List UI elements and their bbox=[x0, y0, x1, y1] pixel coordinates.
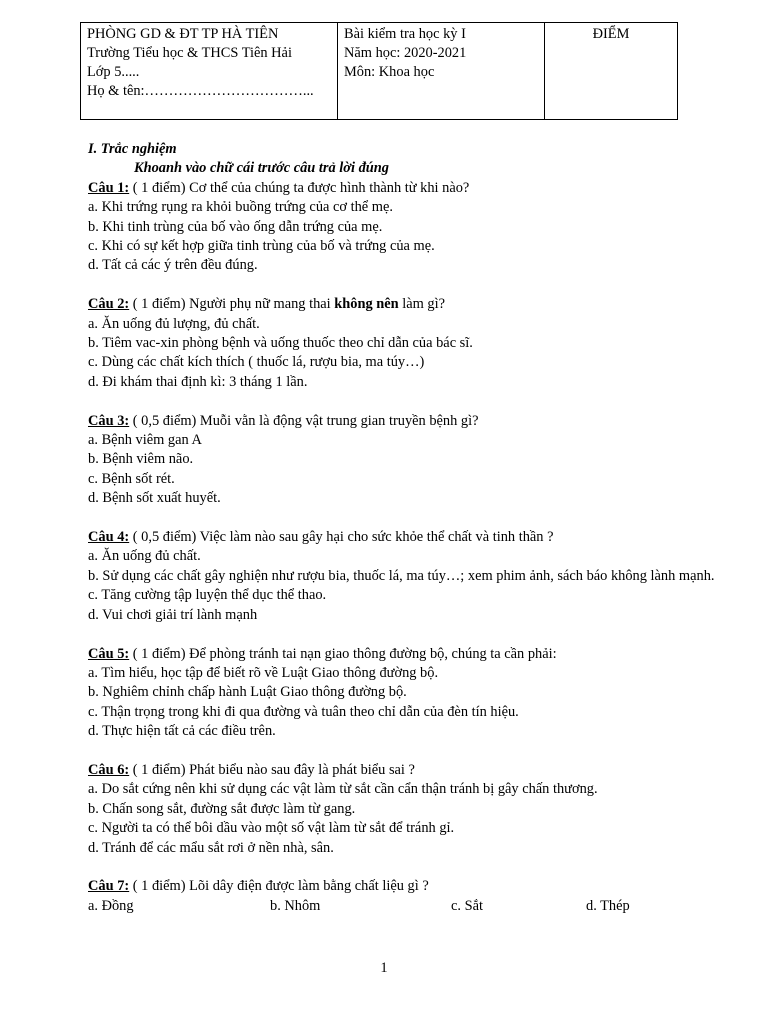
department-name: PHÒNG GD & ĐT TP HÀ TIÊN bbox=[87, 26, 279, 42]
question-text: ( 1 điểm) Phát biểu nào sau đây là phát biểu sai ? bbox=[129, 761, 415, 778]
question-text: ( 0,5 điểm) Muỗi vằn là động vật trung gian truyền bệnh gì? bbox=[129, 412, 479, 429]
option-a: a. Đồng bbox=[88, 897, 134, 914]
option-b: b. Khi tinh trùng của bố vào ống dẫn trứng của mẹ. bbox=[88, 218, 383, 235]
header-table bbox=[80, 22, 678, 120]
option-c: c. Sắt bbox=[451, 897, 483, 914]
school-info-cell bbox=[81, 23, 338, 120]
option-d: d. Bệnh sốt xuất huyết. bbox=[88, 490, 221, 507]
question-label: Câu 5: bbox=[88, 645, 130, 662]
option-b: b. Tiêm vac-xin phòng bệnh và uống thuốc theo chỉ dẫn của bác sĩ. bbox=[88, 335, 473, 352]
student-name-field: Họ & tên:……………………………... bbox=[87, 83, 314, 99]
question-6 bbox=[88, 761, 718, 858]
option-b: b. Nghiêm chỉnh chấp hành Luật Giao thông đường bộ. bbox=[88, 684, 407, 701]
question-emphasis: không nên bbox=[334, 296, 399, 313]
option-a: a. Ăn uống đủ lượng, đủ chất. bbox=[88, 315, 260, 332]
subject: Môn: Khoa học bbox=[344, 64, 435, 80]
question-7 bbox=[88, 877, 718, 916]
option-b: b. Nhôm bbox=[270, 897, 321, 914]
question-text: ( 1 điểm) Để phòng tránh tai nạn giao thông đường bộ, chúng ta cần phải: bbox=[129, 645, 557, 662]
class-field: Lớp 5..... bbox=[87, 64, 140, 80]
question-label: Câu 2: bbox=[88, 296, 130, 313]
question-4 bbox=[88, 528, 718, 625]
option-d: d. Tất cả các ý trên đều đúng. bbox=[88, 257, 258, 274]
question-label: Câu 6: bbox=[88, 761, 130, 778]
question-3 bbox=[88, 412, 718, 509]
question-text: ( 1 điểm) Cơ thể của chúng ta được hình thành từ khi nào? bbox=[129, 179, 470, 196]
section-title: I. Trắc nghiệm bbox=[88, 141, 177, 157]
option-b: b. Bệnh viêm não. bbox=[88, 451, 194, 468]
school-name: Trường Tiểu học & THCS Tiên Hải bbox=[87, 45, 292, 61]
option-c: c. Thận trọng trong khi đi qua đường và tuân theo chỉ dẫn của đèn tín hiệu. bbox=[88, 703, 519, 720]
option-a: a. Ăn uống đủ chất. bbox=[88, 548, 201, 565]
page-number: 1 bbox=[380, 960, 388, 976]
option-a: a. Khi trứng rụng ra khỏi buồng trứng của cơ thể mẹ. bbox=[88, 199, 393, 216]
option-c: c. Dùng các chất kích thích ( thuốc lá, rượu bia, ma túy…) bbox=[88, 354, 425, 371]
question-text: ( 1 điểm) Người phụ nữ mang thai bbox=[129, 296, 335, 313]
exam-title: Bài kiểm tra học kỳ I bbox=[344, 26, 466, 42]
option-b: b. Chấn song sắt, đường sắt được làm từ gang. bbox=[88, 800, 356, 817]
question-text-end: làm gì? bbox=[398, 296, 446, 313]
option-c: c. Khi có sự kết hợp giữa tinh trùng của bố và trứng của mẹ. bbox=[88, 238, 435, 255]
option-d: d. Vui chơi giải trí lành mạnh bbox=[88, 606, 258, 623]
option-a: a. Tìm hiểu, học tập để biết rõ về Luật Giao thông đường bộ. bbox=[88, 664, 439, 681]
question-2 bbox=[88, 295, 718, 392]
option-c: c. Người ta có thể bôi dầu vào một số vật làm từ sắt để tránh gỉ. bbox=[88, 820, 455, 837]
score-cell bbox=[545, 23, 678, 120]
option-a: a. Do sắt cứng nên khi sử dụng các vật làm từ sắt cần cẩn thận tránh bị gây chấn thương. bbox=[88, 781, 598, 798]
question-1 bbox=[88, 179, 718, 276]
option-d: d. Thép bbox=[586, 897, 630, 914]
question-label: Câu 1: bbox=[88, 179, 130, 196]
option-d: d. Đi khám thai định kì: 3 tháng 1 lần. bbox=[88, 373, 308, 390]
option-d: d. Tránh để các mẩu sắt rơi ở nền nhà, sân. bbox=[88, 839, 334, 856]
option-c: c. Tăng cường tập luyện thể dục thể thao. bbox=[88, 587, 327, 604]
question-label: Câu 3: bbox=[88, 412, 130, 429]
option-b: b. Sử dụng các chất gây nghiện như rượu bia, thuốc lá, ma túy…; xem phim ảnh, sách báo không lành mạnh. bbox=[88, 567, 715, 584]
option-c: c. Bệnh sốt rét. bbox=[88, 470, 175, 487]
school-year: Năm học: 2020-2021 bbox=[344, 45, 467, 61]
score-label: ĐIỂM bbox=[592, 26, 630, 42]
options-row bbox=[88, 897, 718, 916]
instruction: Khoanh vào chữ cái trước câu trả lời đúng bbox=[134, 160, 389, 177]
exam-info-cell bbox=[338, 23, 545, 120]
question-label: Câu 7: bbox=[88, 878, 130, 895]
exam-body bbox=[88, 140, 718, 916]
question-text: ( 0,5 điểm) Việc làm nào sau gây hại cho sức khỏe thể chất và tinh thần ? bbox=[129, 529, 554, 546]
question-text: ( 1 điểm) Lõi dây điện được làm bằng chất liệu gì ? bbox=[129, 878, 429, 895]
question-5 bbox=[88, 645, 718, 742]
option-d: d. Thực hiện tất cả các điều trên. bbox=[88, 723, 276, 740]
question-label: Câu 4: bbox=[88, 529, 130, 546]
option-a: a. Bệnh viêm gan A bbox=[88, 432, 202, 449]
